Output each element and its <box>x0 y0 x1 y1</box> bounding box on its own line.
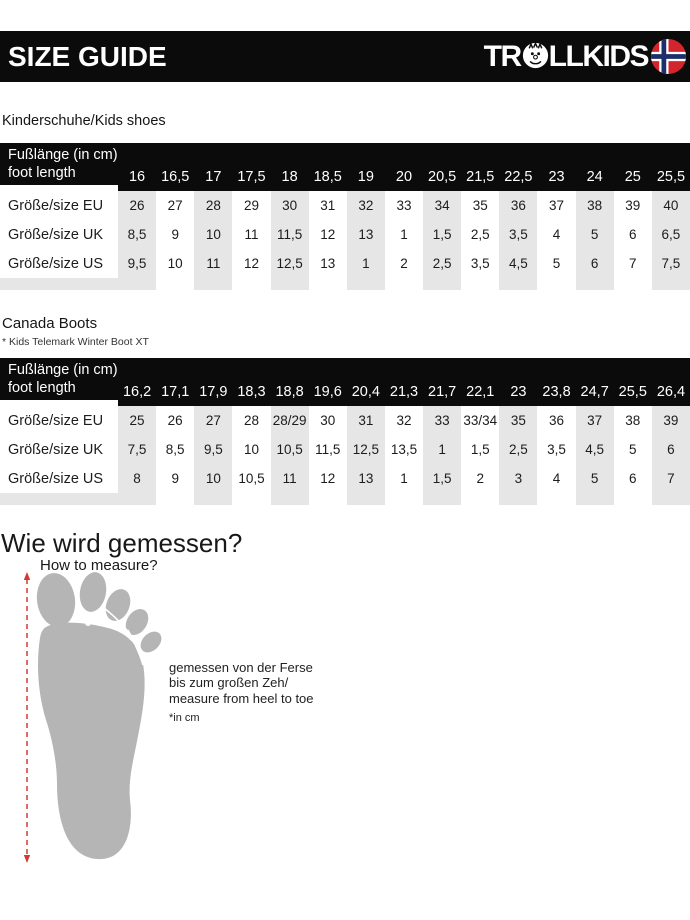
size-cell: 4,5 <box>576 435 614 464</box>
wordmark-right: LLKIDS <box>548 39 648 73</box>
size-cell: 13 <box>347 220 385 249</box>
header-label-line1: Fußlänge (in cm) <box>8 362 118 378</box>
column-header: 17,5 <box>232 143 270 191</box>
size-cell: 6 <box>629 471 637 486</box>
table-footer-strip <box>156 493 194 505</box>
size-cell: 1 <box>423 435 461 464</box>
size-cell: 28 <box>194 191 232 220</box>
size-cell: 6 <box>652 435 690 464</box>
size-cell: 10 <box>194 464 232 493</box>
size-cell: 2 <box>476 471 485 486</box>
size-cell: 13,5 <box>390 442 418 457</box>
size-cell: 11 <box>244 227 259 242</box>
table-footer-strip <box>614 278 652 290</box>
size-cell: 13 <box>347 464 385 493</box>
column-header: 17,9 <box>194 358 232 406</box>
size-cell: 13 <box>320 256 336 271</box>
size-cell: 1,5 <box>423 464 461 493</box>
size-cell: 12,5 <box>347 435 385 464</box>
size-cell: 4 <box>552 227 561 242</box>
column-header: 25 <box>614 143 652 191</box>
size-cell: 28 <box>243 413 259 428</box>
size-cell: 40 <box>652 191 690 220</box>
measure-heading-de: Wie wird gemessen? <box>1 528 243 558</box>
column-header: 21,5 <box>461 143 499 191</box>
table-footer-strip <box>461 493 499 505</box>
measure-note-de-line1: gemessen von der Ferse <box>169 660 313 675</box>
foot-icon <box>16 568 186 868</box>
size-cell: 3 <box>499 464 537 493</box>
table-footer-strip <box>0 278 118 290</box>
size-cell: 33/34 <box>463 413 498 428</box>
size-cell: 12 <box>243 256 259 271</box>
table-footer-strip <box>537 493 575 505</box>
size-cell: 11,5 <box>271 220 309 249</box>
size-cell: 7,5 <box>652 249 690 278</box>
size-cell: 2,5 <box>499 435 537 464</box>
table-footer-strip <box>232 493 270 505</box>
size-cell: 36 <box>499 191 537 220</box>
measure-note-unit: *in cm <box>169 712 200 724</box>
table-footer-strip <box>271 493 309 505</box>
table-footer-strip <box>194 493 232 505</box>
size-cell: 8 <box>118 464 156 493</box>
table-footer-strip <box>347 278 385 290</box>
column-header: 19,6 <box>309 358 347 406</box>
size-cell: 4 <box>552 471 561 486</box>
size-cell: 11 <box>194 249 232 278</box>
table-header-label <box>0 358 118 400</box>
size-cell: 10 <box>243 442 259 457</box>
size-cell: 10 <box>194 220 232 249</box>
size-cell: 30 <box>271 191 309 220</box>
size-cell: 7 <box>652 464 690 493</box>
table-footer-strip <box>614 493 652 505</box>
size-cell: 1 <box>400 471 408 486</box>
canada-boots-section-subtitle: * Kids Telemark Winter Boot XT <box>2 336 149 348</box>
size-cell: 10,5 <box>271 435 309 464</box>
trollkids-logo <box>484 39 686 74</box>
troll-face-icon <box>522 42 549 69</box>
size-cell: 7,5 <box>118 435 156 464</box>
size-cell: 6,5 <box>652 220 690 249</box>
table-footer-strip <box>0 493 118 505</box>
row-label: Größe/size UK <box>0 220 118 249</box>
table-footer-strip <box>652 493 690 505</box>
kids-shoes-section-title: Kinderschuhe/Kids shoes <box>2 113 166 129</box>
size-cell: 1 <box>347 249 385 278</box>
table-footer-strip <box>576 278 614 290</box>
size-cell: 26 <box>118 191 156 220</box>
size-cell: 3,5 <box>547 442 566 457</box>
table-footer-strip <box>423 493 461 505</box>
size-cell: 28/29 <box>271 406 309 435</box>
table-footer-strip <box>499 278 537 290</box>
size-cell: 5 <box>552 256 561 271</box>
size-cell: 36 <box>549 413 565 428</box>
table-footer-strip <box>118 278 156 290</box>
table-footer-strip <box>232 278 270 290</box>
size-cell: 3,5 <box>470 256 490 271</box>
size-cell: 12 <box>320 227 336 242</box>
size-cell: 35 <box>472 198 488 213</box>
column-header: 18,3 <box>232 358 270 406</box>
size-cell: 5 <box>576 464 614 493</box>
column-header: 16,2 <box>118 358 156 406</box>
size-cell: 9 <box>171 227 179 242</box>
wordmark-left: TR <box>483 39 521 73</box>
size-cell: 3,5 <box>499 220 537 249</box>
column-header: 24 <box>576 143 614 191</box>
canada-boots-size-table <box>0 358 690 505</box>
size-cell: 33 <box>423 406 461 435</box>
row-label: Größe/size US <box>0 464 118 493</box>
header-label-line1: Fußlänge (in cm) <box>8 147 118 163</box>
row-label: Größe/size UK <box>0 435 118 464</box>
column-header: 17 <box>194 143 232 191</box>
size-cell: 10,5 <box>238 471 265 486</box>
measure-note-en: measure from heel to toe <box>169 691 314 706</box>
column-header: 24,7 <box>576 358 614 406</box>
size-cell: 1,5 <box>423 220 461 249</box>
table-footer-strip <box>156 278 194 290</box>
page-title: SIZE GUIDE <box>8 40 167 72</box>
table-footer-strip <box>576 493 614 505</box>
table-footer-strip <box>652 278 690 290</box>
size-cell: 10 <box>167 256 183 271</box>
table-footer-strip <box>309 493 347 505</box>
size-cell: 1,5 <box>470 442 490 457</box>
size-cell: 6 <box>576 249 614 278</box>
column-header: 19 <box>347 143 385 191</box>
size-cell: 37 <box>576 406 614 435</box>
column-header: 21,7 <box>423 358 461 406</box>
table-footer-strip <box>499 493 537 505</box>
column-header: 18 <box>271 143 309 191</box>
norwegian-flag-icon <box>651 39 686 74</box>
size-cell: 29 <box>243 198 259 213</box>
row-label: Größe/size EU <box>0 406 118 435</box>
table-footer-strip <box>271 278 309 290</box>
size-cell: 25 <box>118 406 156 435</box>
column-header: 17,1 <box>156 358 194 406</box>
size-cell: 37 <box>549 198 565 213</box>
column-header: 23 <box>499 358 537 406</box>
size-cell: 6 <box>629 227 637 242</box>
table-footer-strip <box>385 278 423 290</box>
column-header: 25,5 <box>614 358 652 406</box>
size-cell: 5 <box>576 220 614 249</box>
measure-arrow <box>24 572 30 863</box>
measure-note-de-line2: bis zum großen Zeh/ <box>169 675 289 690</box>
size-cell: 39 <box>625 198 641 213</box>
size-cell: 2 <box>400 256 408 271</box>
table-footer-strip <box>461 278 499 290</box>
kids-shoes-size-table <box>0 143 690 290</box>
column-header: 16,5 <box>156 143 194 191</box>
size-cell: 32 <box>396 413 412 428</box>
size-cell: 9,5 <box>118 249 156 278</box>
size-cell: 8,5 <box>118 220 156 249</box>
column-header: 18,8 <box>271 358 309 406</box>
size-cell: 2,5 <box>470 227 490 242</box>
column-header: 21,3 <box>385 358 423 406</box>
size-cell: 38 <box>625 413 641 428</box>
size-cell: 31 <box>347 406 385 435</box>
size-cell: 9 <box>171 471 179 486</box>
column-header: 26,4 <box>652 358 690 406</box>
table-header-label <box>0 143 118 185</box>
table-footer-strip <box>194 278 232 290</box>
foot-measure-illustration <box>16 568 186 868</box>
column-header: 22,1 <box>461 358 499 406</box>
header-label-line2: foot length <box>8 380 76 396</box>
row-label: Größe/size EU <box>0 191 118 220</box>
table-footer-strip <box>537 278 575 290</box>
column-header: 25,5 <box>652 143 690 191</box>
header-label-line2: foot length <box>8 165 76 181</box>
column-header: 20,4 <box>347 358 385 406</box>
size-cell: 7 <box>629 256 637 271</box>
size-cell: 2,5 <box>423 249 461 278</box>
table-footer-strip <box>385 493 423 505</box>
column-header: 20,5 <box>423 143 461 191</box>
size-cell: 1 <box>400 227 408 242</box>
table-footer-strip <box>309 278 347 290</box>
header-bar <box>0 31 690 82</box>
size-cell: 27 <box>194 406 232 435</box>
size-cell: 4,5 <box>499 249 537 278</box>
size-cell: 35 <box>499 406 537 435</box>
size-cell: 31 <box>320 198 336 213</box>
size-cell: 33 <box>396 198 412 213</box>
size-cell: 38 <box>576 191 614 220</box>
size-cell: 32 <box>347 191 385 220</box>
size-cell: 12,5 <box>271 249 309 278</box>
column-header: 20 <box>385 143 423 191</box>
canada-boots-section-title: Canada Boots <box>2 315 98 332</box>
size-cell: 30 <box>320 413 336 428</box>
size-cell: 34 <box>423 191 461 220</box>
table-footer-strip <box>347 493 385 505</box>
column-header: 23,8 <box>537 358 575 406</box>
size-cell: 11,5 <box>315 442 341 457</box>
size-cell: 9,5 <box>194 435 232 464</box>
row-label: Größe/size US <box>0 249 118 278</box>
size-cell: 12 <box>320 471 336 486</box>
column-header: 18,5 <box>309 143 347 191</box>
size-cell: 8,5 <box>165 442 185 457</box>
column-header: 16 <box>118 143 156 191</box>
size-cell: 26 <box>167 413 183 428</box>
column-header: 23 <box>537 143 575 191</box>
size-cell: 11 <box>271 464 309 493</box>
table-footer-strip <box>118 493 156 505</box>
measure-heading-en: How to measure? <box>40 557 158 574</box>
measure-note-de <box>169 660 313 690</box>
column-header: 22,5 <box>499 143 537 191</box>
size-cell: 5 <box>629 442 637 457</box>
table-footer-strip <box>423 278 461 290</box>
size-cell: 39 <box>652 406 690 435</box>
size-cell: 27 <box>167 198 183 213</box>
